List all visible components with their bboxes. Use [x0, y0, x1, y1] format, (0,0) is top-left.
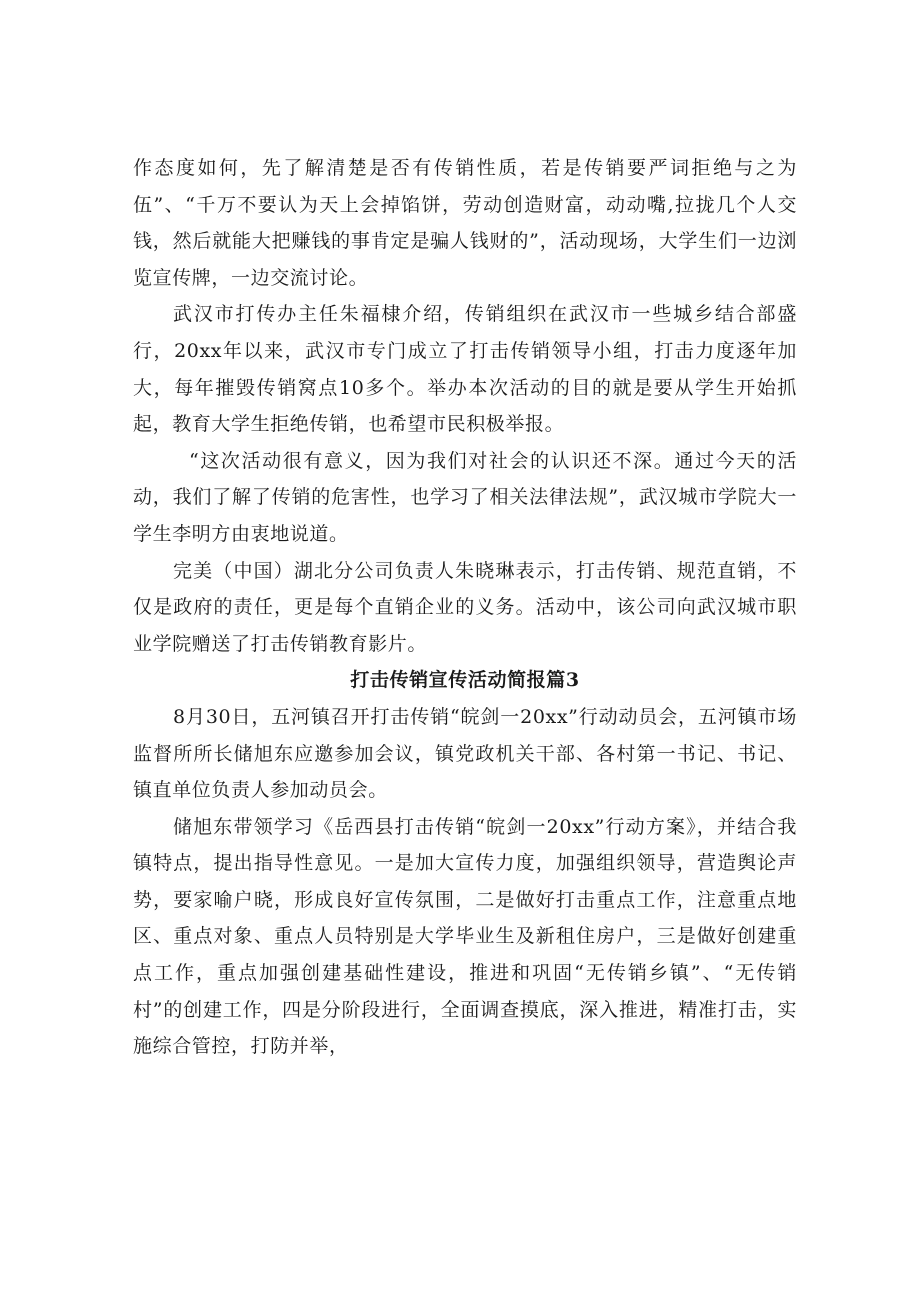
section-title: 打击传销宣传活动简报篇3 — [350, 669, 580, 692]
paragraph-company-statement: 完美（中国）湖北分公司负责人朱晓琳表示，打击传销、规范直销，不仅是政府的责任，更是每个直销企业的义务。活动中，该公司向武汉城市职业学院赠送了打击传销教育影片。 — [133, 559, 797, 655]
paragraph-director-intro: 武汉市打传办主任朱福棣介绍，传销组织在武汉市一些城乡结合部盛行，20xx年以来，武汉市专门成立了打击传销领导小组，打击力度逐年加大，每年摧毁传销窝点10多个。举办本次活动的目的就是要从学生开始抓起，教育大学生拒绝传销，也希望市民积极举报。 — [133, 303, 797, 436]
paragraph-continuation: 作态度如何，先了解清楚是否有传销性质，若是传销要严词拒绝与之为伍”、“千万不要认为天上会掉馅饼，劳动创造财富，动动嘴,拉拢几个人交钱，然后就能大把赚钱的事肯定是骗人钱财的”，活动现场，大学生们一边浏览宣传牌，一边交流讨论。 — [133, 157, 797, 289]
paragraph-meeting: 8月30日，五河镇召开打击传销“皖剑一20xx”行动动员会，五河镇市场监督所所长储旭东应邀参加会议，镇党政机关干部、各村第一书记、书记、镇直单位负责人参加动员会。 — [133, 705, 797, 802]
document-page — [133, 150, 797, 1065]
paragraph-study-plan: 储旭东带领学习《岳西县打击传销“皖剑一20xx”行动方案》，并结合我镇特点，提出指导性意见。一是加大宣传力度，加强组织领导，营造舆论声势，要家喻户晓，形成良好宣传氛围，二是做好打击重点工作，注意重点地区、重点对象、重点人员特别是大学毕业生及新租住房户，三是做好创建重点工作，重点加强创建基础性建设，推进和巩固“无传销乡镇”、“无传销村”的创建工作，四是分阶段进行，全面调查摸底，深入推进，精准打击，实施综合管控，打防并举， — [133, 815, 797, 1058]
paragraph-student-quote: “这次活动很有意义，因为我们对社会的认识还不深。通过今天的活动，我们了解了传销的危害性，也学习了相关法律法规”，武汉城市学院大一学生李明方由衷地说道。 — [133, 449, 797, 545]
